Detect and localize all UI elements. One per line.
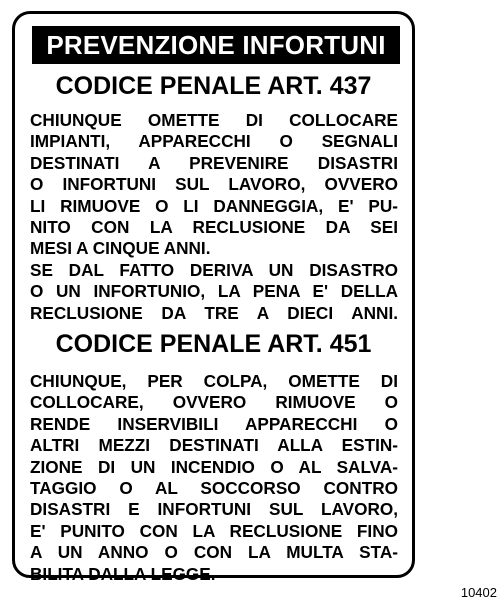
product-code: 10402 <box>460 585 497 600</box>
sign-header: PREVENZIONE INFORTUNI <box>32 26 400 64</box>
text-line: O UN INFORTUNIO, LA PENA E' DELLA <box>30 281 398 302</box>
text-line: ALTRI MEZZI DESTINATI ALLA ESTIN- <box>30 435 398 456</box>
safety-sign <box>12 11 415 584</box>
text-line: SE DAL FATTO DERIVA UN DISASTRO <box>30 259 398 280</box>
text-line: CHIUNQUE, PER COLPA, OMETTE DI <box>30 371 398 391</box>
text-line: CHIUNQUE OMETTE DI COLLOCARE <box>30 110 398 130</box>
text-line: COLLOCARE, OVVERO RIMUOVE O <box>30 392 398 413</box>
text-line: IMPIANTI, APPARECCHI O SEGNALI <box>30 131 398 152</box>
text-line: BILITA DALLA LEGGE. <box>30 563 216 584</box>
text-line: DESTINATI A PREVENIRE DISASTRI <box>30 152 398 173</box>
text-line: A UN ANNO O CON LA MULTA STA- <box>30 542 398 563</box>
article-451-text <box>30 371 398 585</box>
text-line: TAGGIO O AL SOCCORSO CONTRO <box>30 477 398 498</box>
article-437-text <box>30 110 398 324</box>
text-line: MESI A CINQUE ANNI. <box>30 238 211 259</box>
text-line: ZIONE DI UN INCENDIO O AL SALVA- <box>30 456 398 477</box>
text-line: O INFORTUNI SUL LAVORO, OVVERO <box>30 174 398 195</box>
text-line: NITO CON LA RECLUSIONE DA SEI <box>30 216 398 237</box>
article-451-title: CODICE PENALE ART. 451 <box>55 330 372 358</box>
text-line: RENDE INSERVIBILI APPARECCHI O <box>30 413 398 434</box>
text-line: RECLUSIONE DA TRE A DIECI ANNI. <box>30 302 398 323</box>
text-line: DISASTRI E INFORTUNI SUL LAVORO, <box>30 499 398 520</box>
article-437-title: CODICE PENALE ART. 437 <box>55 72 372 100</box>
text-line: E' PUNITO CON LA RECLUSIONE FINO <box>30 520 398 541</box>
text-line: LI RIMUOVE O LI DANNEGGIA, E' PU- <box>30 195 398 216</box>
